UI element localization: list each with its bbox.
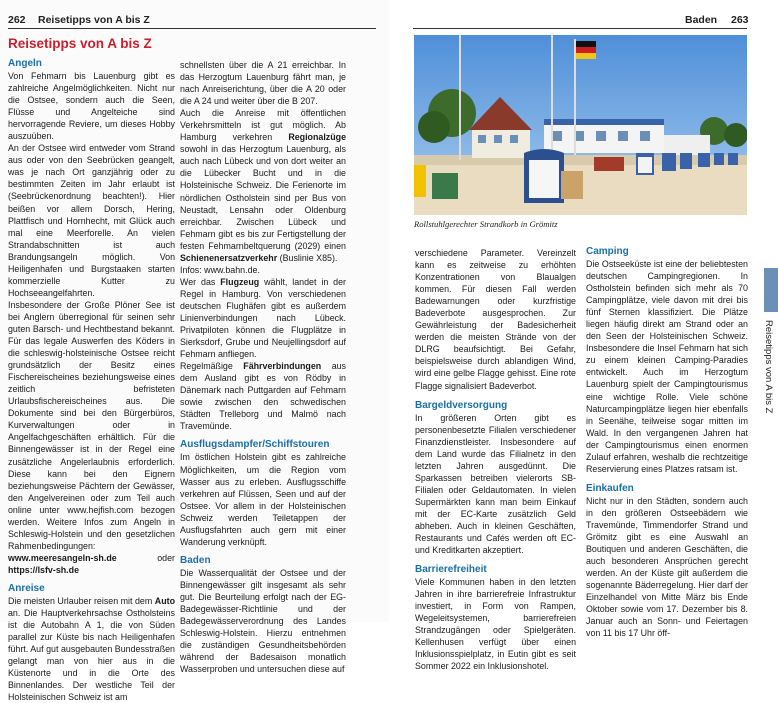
angeln-paragraph-3-text: Insbesondere der Große Plöner See ist bei Anglern überregional für seinen sehr guten Barsch- und Hechtbestand bekannt. Für das legale Auswerfen des Köders in die schleswig-holsteinische Ostsee reicht grundsätzlich der Besitz eines Fischereischeines beziehungsweise eines zeitlich befristeten Urlaubsfischereischeines aus. Die Dokumente sind bei den Bürgerbüros, Kurverwaltungen oder in Angelfachgeschäften erhältlich. Für die Binnengewässer ist in der Regel eine zusätzliche Angelerlaubnis erforderlich. Diese kann bei den Eignern beziehungsweise Pächtern der Gewässer, den Angelvereinen oder zum Teil auch online unter www.hejfish.com bezogen werden. Weitere Infos zum Angeln in Schleswig-Holstein und den gesetzlichen Rahmenbedingungen: xyxy=(8,299,175,551)
beach-photo-svg xyxy=(414,35,747,215)
anreise-text-b: an. Die Hauptverkehrsachse Ostholsteins ist die Autobahn A 1, die von Süden parallel zur Küste bis nach Heiligenhafen führt. Auf gut ausgebauten Bundesstraßen gelangt man von hier aus in die Küstenorte und in die Orte des Binnenlandes. Der westliche Teil der Holsteinischen Schweiz ist am xyxy=(8,608,175,703)
text-5a: Regelmäßige xyxy=(180,361,233,372)
left-column-1 xyxy=(8,57,175,703)
bold-faehrverbindungen: Fährverbindungen xyxy=(243,361,322,372)
anreise-paragraph xyxy=(8,595,175,703)
angeln-link-2[interactable]: https://lsfv-sh.de xyxy=(8,564,80,575)
oeffentliche-verkehrsmittel xyxy=(180,107,346,264)
angeln-paragraph-3 xyxy=(8,299,175,576)
bargeld-paragraph: In größeren Orten gibt es personenbesetzte Filialen verschiedener Finanzdienstleister. Insbesondere auf dem Land wurde das Filialnetz in den letzten Jahren ausgedünnt. Die Sparkassen betreiben vielerorts SB-Filialen oder Geldautomaten. In vielen Supermärkten kann man beim Einkauf mit der EC-Karte zusätzlich Geld abheben. Auch in kleinen Geschäften, Restaurants und Cafés werden oft EC- und Kreditkarten akzeptiert. xyxy=(415,412,576,556)
text-4a: Wer das xyxy=(180,276,216,287)
heading-anreise: Anreise xyxy=(8,582,45,594)
heading-ausflugsdampfer: Ausflugsdampfer/Schiffstouren xyxy=(180,439,330,451)
page-title: Reisetipps von A bis Z xyxy=(8,36,152,51)
ausflug-paragraph: Im östlichen Holstein gibt es zahlreiche Möglichkeiten, um die Region vom Wasser aus zu erleben. Ausflugsschiffe verkehren auf Flüssen, Seen und auf der Ostsee. Vor allem in der Holsteinischen Schweiz werden Teiletappen der Ausflugsfahrten auch gern mit einer Wanderung verknüpft. xyxy=(180,452,346,547)
angeln-paragraph-2: An der Ostsee wird entweder vom Strand aus oder von den Seebrücken geangelt, was je nach Ort ganzjährig oder zu bestimmten Zeiten im Jahr erlaubt ist (Seebrückenordnung beachten!). Hier beißen vor allem Dorsch, Hering, Plattfisch und Hornhecht, mit Glück auch mal eine Meerforelle. An vielen Strandabschnitten ist auch Brandungsangeln möglich. Von Heiligenhafen und Burgstaaken starten kommerzielle Kutter zu Hochseeangelfahrten. xyxy=(8,143,175,298)
header-rule-right xyxy=(413,28,747,29)
baden-continued: verschiedene Parameter. Vereinzelt kann es zeitweise zu erhöhten Konzentrationen von Blaualgen kommen. Für diesen Fall werden Badewarnungen oder kurzfristige Badeverbote ausgesprochen. Zur Gewährleistung der Badesicherheit werden die meisten Strände von der DLRG beaufsichtigt. Bei Gefahr, beispielsweise durch ablandigen Wind, wird eine gelbe Flagge gehisst. Eine rote Flagge signalisiert Badeverbot. xyxy=(415,248,576,391)
flugzeug-paragraph xyxy=(180,276,346,360)
bold-flugzeug: Flugzeug xyxy=(220,276,260,287)
running-head-left: Reisetipps von A bis Z xyxy=(38,14,150,26)
text-2c: sowohl in das Herzogtum Lauenburg, als auch nach Lübeck und von dort weiter an die Lübecker Bucht und in die Holsteinische Schweiz. Die Ferienorte im nördlichen Ostholstein sind per Bus von Neustadt, Lensahn oder Oldenburg erreichbar. Zwischen Lübeck und Fehmarn gibt es bis zur Fertigstellung der festen Fehmarnbeltquerung (2029) einen xyxy=(180,144,346,251)
heading-camping: Camping xyxy=(586,246,629,257)
page-number-left: 262 xyxy=(8,14,26,26)
header-rule-left xyxy=(8,28,376,29)
anreise-continued: schnellsten über die A 21 erreichbar. In das Herzogtum Lauenburg fährt man, je nach Anreiserichtung, über die A 20 oder die A 24 und weiter über die B 207. xyxy=(180,60,346,107)
photo-caption: Rollstuhlgerechter Strandkorb in Grömitz xyxy=(414,219,558,229)
einkaufen-paragraph: Nicht nur in den Städten, sondern auch in den größeren Ostseebädern wie Travemünde, Timmendorfer Strand und Grömitz gibt es eine Auswahl an Boutiquen und anderen Geschäften, die auch besonderen Ansprüchen gerecht werden. An der Küste gilt außerdem die sogenannte Bäderregelung. Hier darf der Einzelhandel von Mitte März bis Ende Oktober sowie vom 17. Dezember bis 8. Januar auch an Sonn- und Feiertagen von 11 bis 17 Uhr öff- xyxy=(586,495,748,639)
bold-schienenersatzverkehr: Schienenersatzverkehr xyxy=(180,252,278,263)
heading-baden: Baden xyxy=(180,554,211,566)
barriere-paragraph: Viele Kommunen haben in den letzten Jahren in ihre barrierefreie Infrastruktur investiert, in Form von Rampen, Wegeleitsystemen, barrierefreien Strandzugängen oder Spielgeräten. Kellenhusen verfügt über einen Inklusionsspielplatz, in Eutin gibt es seit Sommer 2022 ein Inklusionshotel. xyxy=(415,577,576,672)
text-5c: aus dem Ausland gibt es von Rödby in Dänemark nach Puttgarden auf Fehmarn sowie zwischen den schwedischen Städten Trelleborg und Malmö nach Travemünde. xyxy=(180,361,346,432)
heading-angeln: Angeln xyxy=(8,58,42,69)
angeln-paragraph-1: Von Fehmarn bis Lauenburg gibt es zahlreiche Angelmöglichkeiten. Nicht nur die Ostsee, sondern auch die Seen, Flüsse und Angelteiche sind hervorragende Reviere, um dieses Hobby auszuüben. xyxy=(8,71,175,142)
right-column-2 xyxy=(586,245,748,639)
angeln-or: oder xyxy=(157,552,175,563)
infos-bahn: Infos: www.bahn.de. xyxy=(180,264,260,275)
anreise-bold-auto: Auto xyxy=(154,595,175,606)
anreise-text-a: Die meisten Urlauber reisen mit dem xyxy=(8,595,153,606)
faehre-paragraph xyxy=(180,360,346,432)
bold-regionalzuege: Regionalzüge xyxy=(288,132,347,143)
side-label xyxy=(762,320,776,440)
text-2e: (Buslinie X85). xyxy=(279,252,338,263)
side-label-text: Reisetipps von A bis Z xyxy=(763,320,774,414)
camping-paragraph: Die Ostseeküste ist eine der beliebtesten deutschen Campingregionen. In Ostholstein befinden sich mehr als 70 Campingplätze, viele davon mit drei bis fünf Sternen klassifiziert. Die Plätze liegen häufig direkt am Strand oder an den Seen der Holsteinischen Schweiz. Insbesondere die Insel Fehmarn hat sich zu einem kleinen Camping-Paradies entwickelt. Auch im Herzogtum Lauenburg spielt der Campingtourismus eine wichtige Rolle. Viele schöne Naturcampingplätze liegen hier ebenfalls in Seenähe, teilweise sogar mitten im Wald. In den vergangenen Jahren hat der Campingtourismus einen enormen Zulauf erfahren, weshalb die rechtzeitige Reservierung eines Platzes ratsam ist. xyxy=(586,259,748,474)
baden-paragraph: Die Wasserqualität der Ostsee und der Binnengewässer gilt insgesamt als sehr gut. Die Beurteilung erfolgt nach der EG-Badegewässer-Richtlinie und der Badegewässerverordnung des Landes Schleswig-Holstein. Hierzu entnehmen die zuständigen Gesundheitsbehörden während der Badesaison monatlich Wasserproben und untersuchen diese auf xyxy=(180,567,346,675)
text-4c: wählt, landet in der Regel in Hamburg. Von verschiedenen deutschen Flughäfen gibt es außerdem Linienverbindungen nach Lübeck. Privatpiloten können die Flugplätze in Sierksdorf, Grube und Neujellingsdorf auf Fehmarn anfliegen. xyxy=(180,276,346,360)
page-number-right: 263 xyxy=(731,14,749,26)
left-column-2 xyxy=(180,59,346,675)
heading-barrierefreiheit: Barrierefreiheit xyxy=(415,564,487,576)
heading-bargeldversorgung: Bargeldversorgung xyxy=(415,399,508,411)
text-2a: Auch die Anreise mit öffentlichen Verkehrsmitteln ist gut möglich. Ab Hamburg verkehren xyxy=(180,108,346,143)
beach-photo xyxy=(414,35,747,215)
running-head-right: Baden xyxy=(685,14,718,26)
angeln-link-1[interactable]: www.meeresangeln-sh.de xyxy=(8,552,117,563)
chapter-thumb-tab xyxy=(764,268,778,312)
right-column-1 xyxy=(415,247,576,673)
heading-einkaufen: Einkaufen xyxy=(586,482,634,494)
